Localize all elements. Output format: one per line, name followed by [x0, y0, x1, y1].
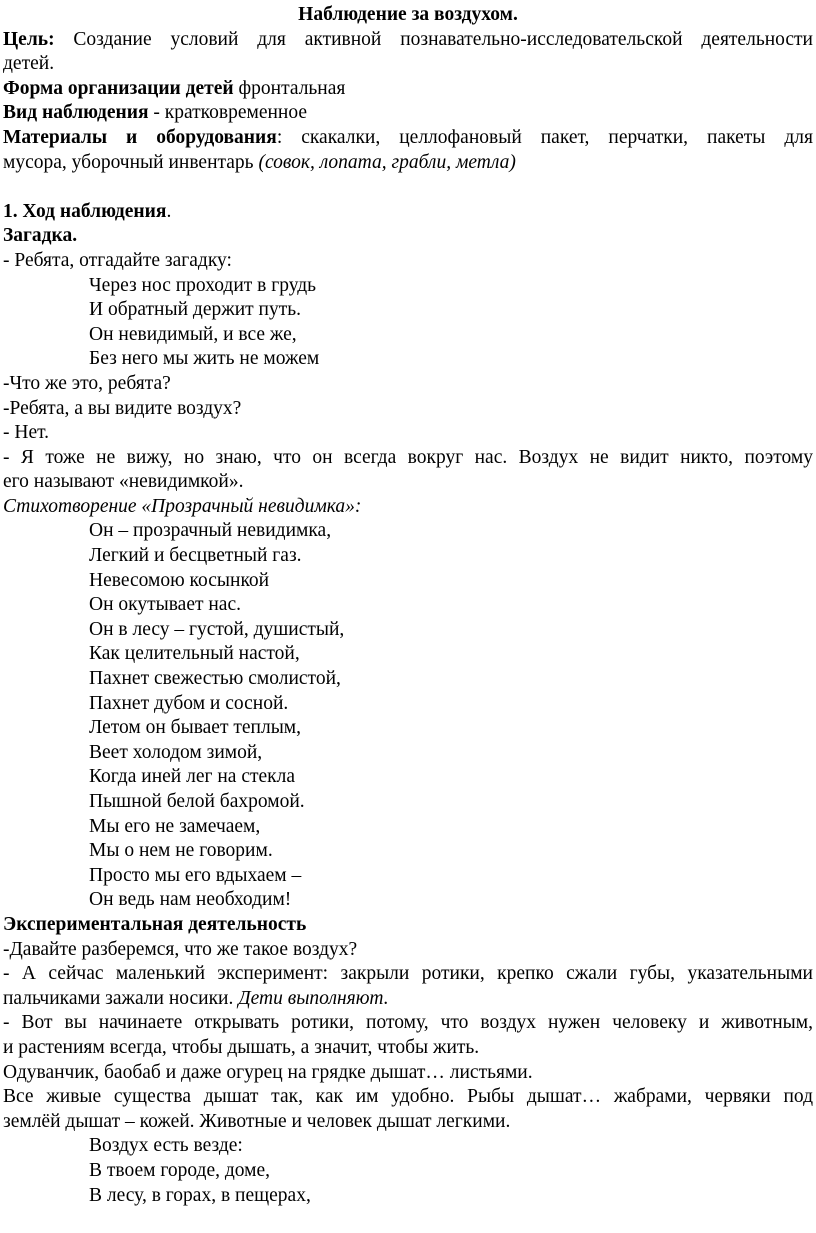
materials-text: : скакалки, целлофановый пакет, перчатки, пакеты для — [276, 126, 813, 148]
experiment-paragraph-cont: и растениям всегда, чтобы дышать, а значит, чтобы жить. — [3, 1036, 480, 1058]
experiment-verse-line: В твоем городе, доме, — [89, 1159, 271, 1181]
poem-heading: Стихотворение «Прозрачный невидимка»: — [3, 495, 362, 517]
poem-verse-line: Пахнет свежестью смолистой, — [89, 668, 341, 690]
poem-verse-line: Мы о нем не говорим. — [89, 840, 273, 862]
experiment-verse-line: Воздух есть везде: — [89, 1135, 243, 1157]
poem-verse-line: Невесомою косынкой — [89, 569, 270, 591]
document-title: Наблюдение за воздухом. — [298, 4, 518, 25]
poem-verse-line: Просто мы его вдыхаем – — [89, 864, 302, 886]
goal-line-cont: детей. — [3, 53, 55, 75]
poem-verse-line: Он ведь нам необходим! — [89, 889, 292, 911]
form-label: Форма организации детей — [3, 77, 234, 99]
poem-verse-line: Он в лесу – густой, душистый, — [89, 618, 345, 640]
riddle-verse-line: Без него мы жить не можем — [89, 348, 320, 370]
poem-verse-line: Легкий и бесцветный газ. — [89, 545, 302, 567]
dialogue-line: его называют «невидимкой». — [3, 471, 244, 493]
poem-verse-line: Как целительный настой, — [89, 643, 300, 665]
materials-line-cont — [0, 151, 816, 176]
poem-verse-line: Он окутывает нас. — [89, 594, 241, 616]
form-text: фронтальная — [233, 77, 346, 99]
experiment-paragraph: - А сейчас маленький эксперимент: закрыли ротики, крепко сжали губы, указательными — [3, 963, 813, 985]
materials-label: Материалы и оборудования — [3, 126, 277, 148]
dialogue-line: -Ребята, а вы видите воздух? — [3, 397, 242, 419]
poem-verse-line: Веет холодом зимой, — [89, 741, 263, 763]
dialogue-line: -Что же это, ребята? — [3, 372, 171, 394]
riddle-verse-line: Он невидимый, и все же, — [89, 323, 297, 345]
observation-type-line — [0, 101, 816, 126]
goal-text: Создание условий для активной познавательно-исследовательской деятельности — [54, 28, 813, 50]
poem-verse-line: Когда иней лег на стекла — [89, 766, 296, 788]
section-heading — [0, 200, 816, 225]
dialogue-line: - Я тоже не вижу, но знаю, что он всегда вокруг нас. Воздух не видит никто, поэтому — [3, 446, 813, 468]
materials-tools: (совок, лопата, грабли, метла) — [258, 151, 516, 173]
dialogue-line: - Нет. — [3, 422, 50, 444]
experiment-note: Дети выполняют. — [238, 987, 389, 1009]
riddle-verse-line: И обратный держит путь. — [89, 299, 302, 321]
poem-verse-line: Летом он бывает теплым, — [89, 717, 302, 739]
section-heading-text: 1. Ход наблюдения — [3, 200, 167, 222]
goal-label: Цель: — [3, 28, 55, 50]
experiment-paragraph: Одуванчик, баобаб и даже огурец на грядке дышат… листьями. — [3, 1061, 533, 1083]
experiment-text: пальчиками зажали носики. — [3, 987, 239, 1009]
section-heading-dot: . — [166, 200, 172, 222]
document-page — [0, 3, 816, 1208]
observation-type-text: - кратковременное — [148, 102, 307, 124]
experiment-paragraph: Все живые существа дышат так, как им удобно. Рыбы дышат… жабрами, червяки под — [3, 1086, 813, 1108]
materials-line — [0, 126, 813, 151]
poem-verse-line: Он – прозрачный невидимка, — [89, 520, 332, 542]
riddle-verse-line: Через нос проходит в грудь — [89, 274, 317, 296]
experiment-heading: Экспериментальная деятельность — [3, 913, 307, 935]
experiment-question: -Давайте разберемся, что же такое воздух? — [3, 938, 358, 960]
poem-verse-line: Пышной белой бахромой. — [89, 791, 305, 812]
experiment-paragraph: - Вот вы начинаете открывать ротики, потому, что воздух нужен человеку и животным, — [3, 1012, 813, 1034]
experiment-paragraph-cont: землёй дышат – кожей. Животные и человек дышат легкими. — [3, 1110, 511, 1132]
poem-verse-line: Мы его не замечаем, — [89, 815, 261, 837]
blank-line — [0, 175, 816, 200]
riddle-heading: Загадка. — [3, 225, 78, 247]
observation-type-label: Вид наблюдения — [3, 102, 149, 124]
form-line — [0, 77, 816, 102]
experiment-verse-line: В лесу, в горах, в пещерах, — [89, 1184, 311, 1206]
riddle-intro: - Ребята, отгадайте загадку: — [3, 249, 232, 271]
goal-line — [0, 28, 813, 53]
poem-verse-line: Пахнет дубом и сосной. — [89, 692, 289, 714]
materials-text-cont: мусора, уборочный инвентарь — [3, 151, 259, 173]
experiment-paragraph-cont — [0, 987, 816, 1012]
